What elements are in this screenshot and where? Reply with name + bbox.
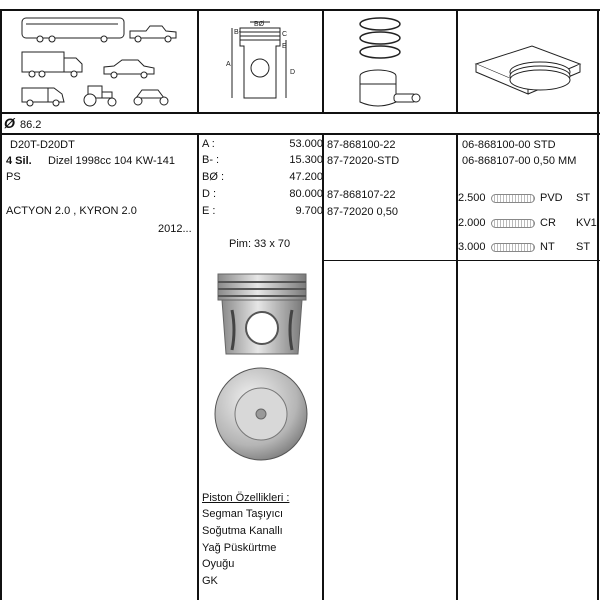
svg-text:BØ: BØ bbox=[254, 21, 265, 28]
piston-code: 87-868107-22 bbox=[327, 189, 396, 201]
piston-code: 87-868100-22 bbox=[327, 139, 396, 151]
ring-profile-icon bbox=[491, 243, 535, 252]
piston-features-title: Piston Özellikleri : bbox=[202, 492, 290, 504]
tractor-icon bbox=[84, 86, 116, 106]
dimension-value: 80.000 bbox=[289, 188, 323, 200]
engine-codes: D20T-D20DT bbox=[10, 139, 75, 151]
bore-row-bottom-border bbox=[0, 133, 600, 135]
feature-item: GK bbox=[202, 575, 218, 587]
ring-profile-icon bbox=[491, 219, 535, 228]
dimension-key: D : bbox=[202, 188, 217, 200]
col-divider-2 bbox=[197, 9, 199, 113]
ring-size: 2.000 bbox=[458, 217, 486, 229]
ring-material: CR bbox=[540, 217, 556, 229]
svg-text:E: E bbox=[282, 43, 287, 50]
ring-size: 3.000 bbox=[458, 241, 486, 253]
mid-horizontal-line bbox=[323, 260, 600, 261]
model-year: 2012... bbox=[158, 223, 192, 235]
ring-type: KV1 bbox=[576, 217, 597, 229]
dimension-value: 47.200 bbox=[289, 171, 323, 183]
feature-item: Yağ Püskürtme bbox=[202, 542, 277, 554]
dimension-value: 15.300 bbox=[289, 154, 323, 166]
col-divider-1 bbox=[0, 9, 2, 600]
dimension-row-bo bbox=[202, 171, 323, 185]
ring-material: NT bbox=[540, 241, 555, 253]
ring-profile-icon bbox=[491, 194, 535, 203]
svg-text:D: D bbox=[290, 69, 296, 76]
pin-size: Pim: 33 x 70 bbox=[229, 238, 291, 250]
bore-symbol: Ø bbox=[4, 115, 15, 131]
piston-top-image bbox=[213, 366, 309, 462]
ring-type: ST bbox=[576, 241, 591, 253]
dimension-value: 9.700 bbox=[295, 205, 323, 217]
svg-text:C: C bbox=[282, 31, 288, 38]
dimension-key: B- : bbox=[202, 154, 220, 166]
ring-spec-row bbox=[458, 191, 600, 207]
engine-description: Dizel 1998cc 104 KW-141 bbox=[48, 155, 175, 167]
power-unit: PS bbox=[6, 171, 21, 183]
feature-item: Segman Taşıyıcı bbox=[202, 508, 284, 520]
dimension-key: E : bbox=[202, 205, 216, 217]
ring-code: 06-868107-00 0,50 MM bbox=[462, 155, 577, 167]
piston-side-image bbox=[212, 270, 312, 358]
dimension-key: A : bbox=[202, 138, 215, 150]
van-icon bbox=[22, 88, 64, 106]
ring-spec-row bbox=[458, 216, 600, 232]
header-bottom-border bbox=[0, 112, 600, 114]
vehicle-models: ACTYON 2.0 , KYRON 2.0 bbox=[6, 205, 137, 217]
ring-spec-row bbox=[458, 240, 600, 256]
vehicle-icons bbox=[18, 14, 183, 108]
ring-material: PVD bbox=[540, 192, 563, 204]
truck-icon bbox=[22, 52, 82, 77]
col-divider-3 bbox=[322, 9, 324, 113]
dimension-key: BØ : bbox=[202, 171, 225, 183]
car-icon bbox=[104, 60, 154, 78]
bus-icon bbox=[22, 18, 124, 42]
svg-text:B-: B- bbox=[234, 29, 241, 36]
ring-set-icon bbox=[350, 14, 430, 110]
ring-code: 06-868100-00 STD bbox=[462, 139, 556, 151]
svg-text:A: A bbox=[226, 61, 231, 68]
feature-item: Soğutma Kanallı bbox=[202, 525, 283, 537]
dimension-row-d bbox=[202, 188, 323, 202]
dimension-value: 53.000 bbox=[289, 138, 323, 150]
top-border bbox=[0, 9, 600, 11]
col-divider-3b bbox=[322, 133, 324, 600]
dimension-row-a bbox=[202, 138, 323, 152]
dimension-row-b bbox=[202, 154, 323, 168]
ring-size: 2.500 bbox=[458, 192, 486, 204]
bore-value: 86.2 bbox=[20, 119, 42, 131]
dimension-row-e bbox=[202, 205, 323, 219]
ring-pack-icon bbox=[472, 42, 584, 98]
col-divider-4 bbox=[456, 9, 458, 113]
col-divider-2b bbox=[197, 133, 199, 600]
cylinders: 4 Sil. bbox=[6, 155, 32, 167]
piston-code: 87-72020 0,50 bbox=[327, 206, 398, 218]
piston-code: 87-72020-STD bbox=[327, 155, 400, 167]
ring-type: ST bbox=[576, 192, 591, 204]
pickup-icon bbox=[130, 26, 176, 42]
col-divider-5 bbox=[597, 9, 599, 600]
piston-diagram-icon bbox=[210, 18, 310, 108]
feature-item: Oyuğu bbox=[202, 558, 235, 570]
atv-icon bbox=[134, 90, 168, 105]
